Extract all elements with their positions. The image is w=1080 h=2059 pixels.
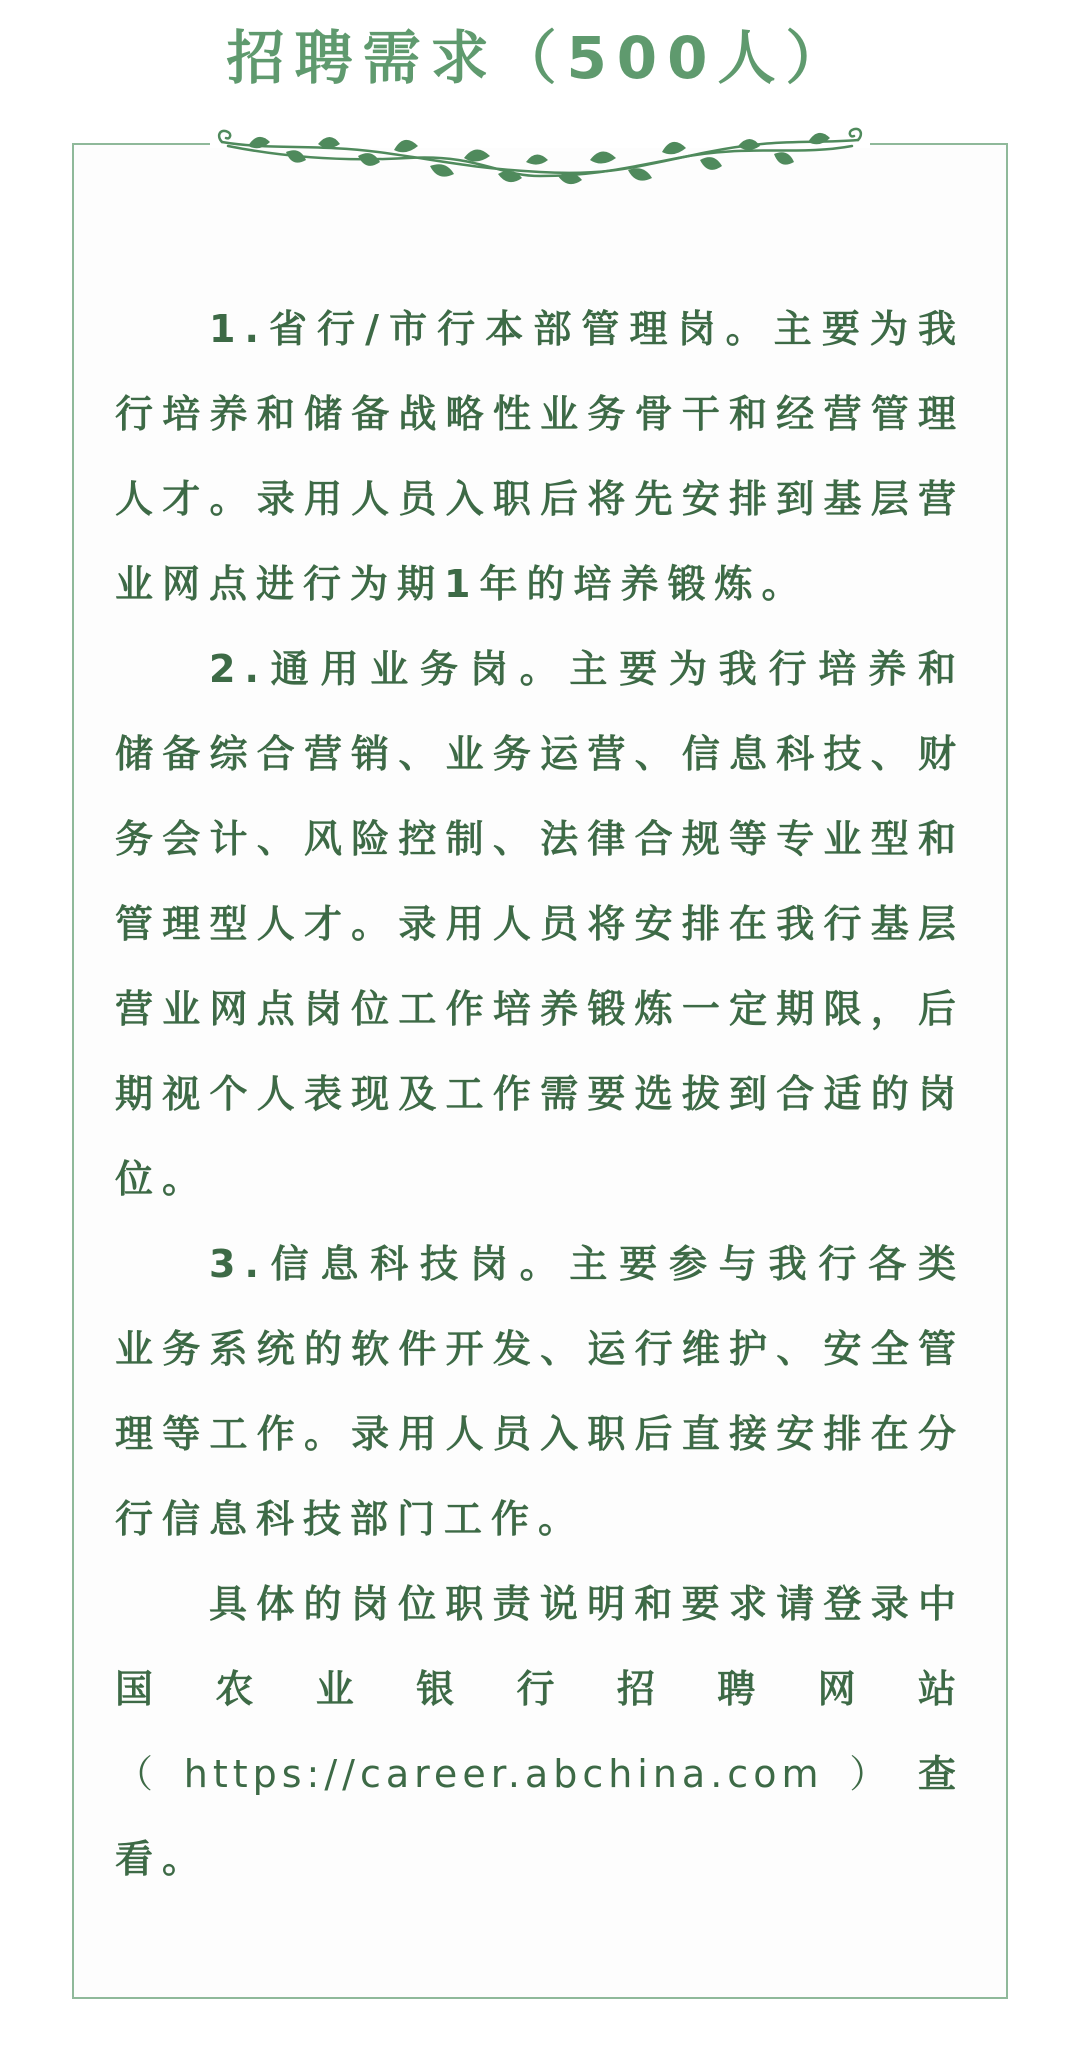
paragraph-general: 2.通用业务岗。主要为我行培养和储备综合营销、业务运营、信息科技、财务会计、风险控制、法律合规等专业型和管理型人才。录用人员将安排在我行基层营业网点岗位工作培养锻炼一定期限，后期视个人表现及工作需要选拔到合适的岗位。 <box>115 647 965 1201</box>
closing-after: 查看。 <box>115 1752 965 1881</box>
vine-leaf-icon <box>208 110 872 200</box>
recruitment-text <box>115 287 965 1902</box>
paragraph-it: 3.信息科技岗。主要参与我行各类业务系统的软件开发、运行维护、安全管理等工作。录用人员入职后直接安排在分行信息科技部门工作。 <box>115 1242 965 1541</box>
closing-text: 具体的岗位职责说明和要求请登录中国农业银行招聘网站 <box>115 1582 965 1711</box>
paragraph-closing <box>115 1562 965 1902</box>
page-title: 招聘需求（500人） <box>226 24 854 92</box>
paragraph-management: 1.省行/市行本部管理岗。主要为我行培养和储备战略性业务骨干和经营管理人才。录用人员入职后将先安排到基层营业网点进行为期1年的培养锻炼。 <box>115 307 965 606</box>
career-website-link[interactable]: （https://career.abchina.com） <box>115 1752 918 1796</box>
